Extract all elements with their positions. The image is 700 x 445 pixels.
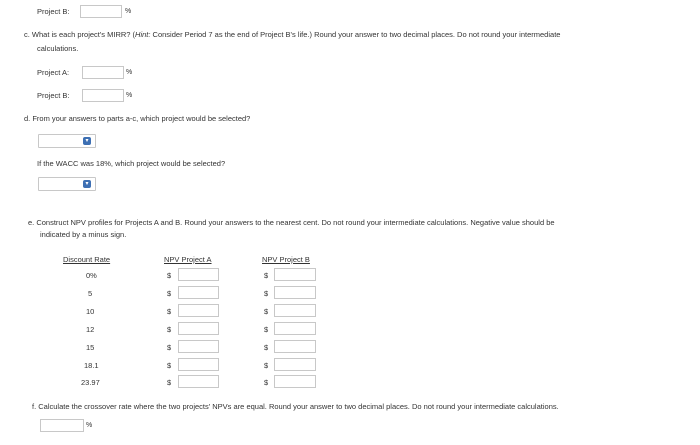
dropdown-icon: ▾ bbox=[83, 180, 91, 188]
currency-symbol: $ bbox=[264, 325, 269, 334]
mirr-project-a-input[interactable] bbox=[82, 66, 124, 79]
percent-unit: % bbox=[126, 92, 133, 99]
part-c-question-continued: calculations. bbox=[37, 44, 79, 53]
part-e-question-continued: indicated by a minus sign. bbox=[40, 230, 127, 239]
discount-rate-value: 10 bbox=[86, 307, 95, 316]
npv-b-input[interactable] bbox=[274, 268, 316, 281]
part-d-question: d. From your answers to parts a-c, which project would be selected? bbox=[24, 114, 251, 123]
currency-symbol: $ bbox=[264, 307, 269, 316]
project-b-irr-input[interactable] bbox=[80, 5, 122, 18]
discount-rate-header: Discount Rate bbox=[63, 255, 111, 264]
currency-symbol: $ bbox=[167, 289, 172, 298]
npv-a-input[interactable] bbox=[178, 340, 219, 353]
npv-b-input[interactable] bbox=[274, 286, 316, 299]
project-b-label: Project B: bbox=[37, 7, 70, 16]
project-selection-dropdown[interactable] bbox=[38, 134, 96, 148]
wacc-question: If the WACC was 18%, which project would be selected? bbox=[37, 159, 226, 168]
currency-symbol: $ bbox=[167, 271, 172, 280]
mirr-project-a-label: Project A: bbox=[37, 68, 70, 77]
currency-symbol: $ bbox=[264, 378, 269, 387]
discount-rate-value: 5 bbox=[88, 289, 93, 298]
currency-symbol: $ bbox=[264, 289, 269, 298]
currency-symbol: $ bbox=[264, 361, 269, 370]
npv-a-input[interactable] bbox=[178, 322, 219, 335]
npv-a-input[interactable] bbox=[178, 286, 219, 299]
npv-b-input[interactable] bbox=[274, 340, 316, 353]
discount-rate-value: 23.97 bbox=[81, 378, 100, 387]
discount-rate-value: 0% bbox=[86, 271, 97, 280]
npv-a-input[interactable] bbox=[178, 268, 219, 281]
npv-project-a-header: NPV Project A bbox=[164, 255, 212, 264]
discount-rate-value: 15 bbox=[86, 343, 95, 352]
percent-unit: % bbox=[86, 422, 93, 429]
mirr-project-b-input[interactable] bbox=[82, 89, 124, 102]
currency-symbol: $ bbox=[167, 343, 172, 352]
percent-unit: % bbox=[125, 8, 132, 15]
percent-unit: % bbox=[126, 69, 133, 76]
npv-b-input[interactable] bbox=[274, 375, 316, 388]
currency-symbol: $ bbox=[264, 271, 269, 280]
part-e-question: e. Construct NPV profiles for Projects A and B. Round your answers to the nearest cent. Do not round your intermediate calculations. Negative value should be bbox=[28, 218, 555, 227]
currency-symbol: $ bbox=[264, 343, 269, 352]
npv-b-input[interactable] bbox=[274, 322, 316, 335]
currency-symbol: $ bbox=[167, 378, 172, 387]
part-c-question: c. What is each project's MIRR? (Hint: Consider Period 7 as the end of Project B's life.) Round your answer to two decimal places. Do not round your intermediate bbox=[24, 30, 561, 39]
npv-a-input[interactable] bbox=[178, 304, 219, 317]
currency-symbol: $ bbox=[167, 307, 172, 316]
part-f-question: f. Calculate the crossover rate where the two projects' NPVs are equal. Round your answer to two decimal places. Do not round your intermediate calculations. bbox=[32, 402, 559, 411]
discount-rate-value: 12 bbox=[86, 325, 95, 334]
crossover-rate-input[interactable] bbox=[40, 419, 84, 432]
currency-symbol: $ bbox=[167, 325, 172, 334]
wacc-project-selection-dropdown[interactable] bbox=[38, 177, 96, 191]
npv-project-b-header: NPV Project B bbox=[262, 255, 310, 264]
npv-b-input[interactable] bbox=[274, 358, 316, 371]
npv-a-input[interactable] bbox=[178, 358, 219, 371]
currency-symbol: $ bbox=[167, 361, 172, 370]
npv-b-input[interactable] bbox=[274, 304, 316, 317]
discount-rate-value: 18.1 bbox=[84, 361, 99, 370]
dropdown-icon: ▾ bbox=[83, 137, 91, 145]
mirr-project-b-label: Project B: bbox=[37, 91, 70, 100]
npv-a-input[interactable] bbox=[178, 375, 219, 388]
